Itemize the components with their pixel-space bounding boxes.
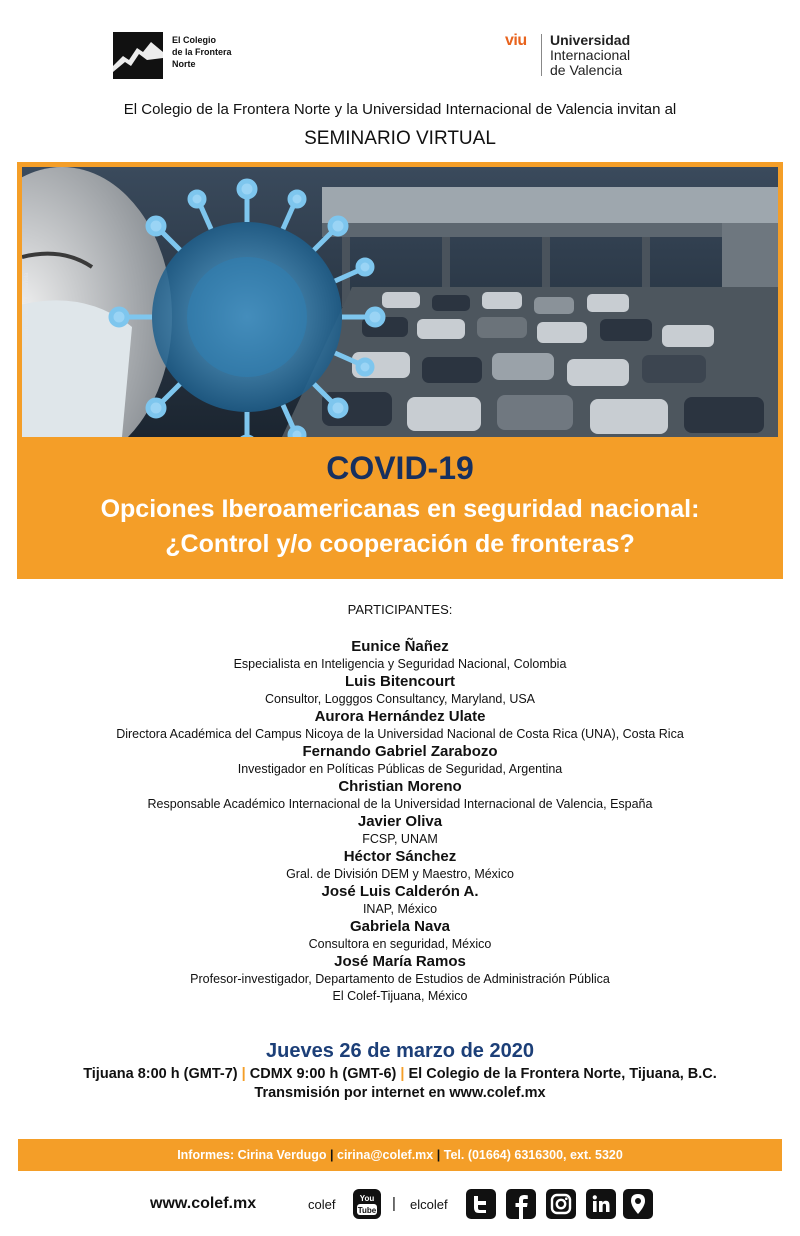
participant — [0, 708, 800, 743]
youtube-icon-text: Tube — [357, 1206, 377, 1215]
contact-email[interactable]: cirina@colef.mx — [337, 1148, 434, 1162]
participant — [0, 883, 800, 918]
participant-name: José Luis Calderón A. — [321, 883, 479, 900]
participant-name: Luis Bitencourt — [344, 673, 455, 690]
participant-name: José María Ramos — [334, 953, 466, 970]
event-date: Jueves 26 de marzo de 2020 — [266, 1040, 534, 1062]
participant — [0, 778, 800, 813]
schedule-separator: | — [241, 1066, 246, 1082]
participant-name: Fernando Gabriel Zarabozo — [302, 743, 498, 760]
contact-phone: Tel. (01664) 6316300, ext. 5320 — [443, 1148, 623, 1162]
colef-logo-text — [172, 34, 232, 70]
participant-role: Responsable Académico Internacional de la Universidad Internacional de Valencia, España — [147, 797, 653, 811]
participants-list — [0, 638, 800, 1005]
participant — [0, 638, 800, 673]
participant-role: Especialista en Inteligencia y Seguridad Nacional, Colombia — [233, 657, 567, 671]
viu-divider — [541, 34, 542, 76]
participant-role: Profesor-investigador, Departamento de Estudios de Administración Pública — [190, 972, 610, 986]
participant — [0, 813, 800, 848]
colef-logo-line: de la Frontera — [172, 47, 232, 57]
invitation-text: El Colegio de la Frontera Norte y la Universidad Internacional de Valencia invitan al — [123, 101, 677, 118]
participant-role: Investigador en Políticas Públicas de Seguridad, Argentina — [237, 762, 563, 776]
participant-role: Gral. de División DEM y Maestro, México — [286, 867, 514, 881]
viu-name-line: Universidad — [550, 32, 631, 48]
footer — [0, 1186, 800, 1226]
tijuana-time: Tijuana 8:00 h (GMT-7) — [83, 1066, 238, 1082]
event-title: COVID-19 — [326, 450, 474, 486]
event-subtitle-line: Opciones Iberoamericanas en seguridad nacional: — [100, 495, 700, 523]
participant-name: Christian Moreno — [338, 778, 462, 795]
participant-role: Directora Académica del Campus Nicoya de la Universidad Nacional de Costa Rica (UNA), Costa Rica — [116, 727, 684, 741]
viu-logo — [505, 32, 655, 82]
social-handle: elcolef — [410, 1197, 448, 1212]
schedule-separator: | — [400, 1066, 405, 1082]
hero-illustration — [22, 167, 778, 437]
participant — [0, 743, 800, 778]
contact-separator: | — [330, 1148, 334, 1162]
website-link[interactable]: www.colef.mx — [150, 1195, 257, 1212]
cdmx-time: CDMX 9:00 h (GMT-6) — [249, 1066, 397, 1082]
event-venue: El Colegio de la Frontera Norte, Tijuana, B.C. — [408, 1066, 717, 1082]
footer-separator: | — [392, 1195, 396, 1212]
image-credit: Imagen del sitio la española — [24, 272, 30, 347]
instagram-icon[interactable] — [546, 1189, 576, 1219]
participant-role: El Colef-Tijuana, México — [332, 989, 468, 1003]
periscope-icon[interactable] — [623, 1189, 653, 1219]
stream-info: Transmisión por internet en www.colef.mx — [254, 1085, 546, 1101]
participant-name: Eunice Ñañez — [351, 638, 449, 655]
participant-name: Héctor Sánchez — [343, 848, 457, 865]
participant — [0, 953, 800, 1005]
participant-role: FCSP, UNAM — [362, 832, 438, 846]
twitter-icon[interactable] — [466, 1189, 496, 1219]
participant — [0, 673, 800, 708]
facebook-icon[interactable] — [506, 1189, 536, 1219]
viu-name — [550, 33, 630, 78]
colef-logo-line: Norte — [172, 59, 196, 69]
participant-role: INAP, México — [362, 902, 438, 916]
participant-role: Consultora en seguridad, México — [308, 937, 492, 951]
event-schedule — [0, 1066, 800, 1082]
linkedin-icon[interactable] — [586, 1189, 616, 1219]
participant-name: Javier Oliva — [357, 813, 443, 830]
colef-logo-mark — [113, 32, 163, 79]
contact-separator: | — [436, 1148, 441, 1162]
participant-role: Consultor, Logggos Consultancy, Maryland, USA — [264, 692, 536, 706]
colef-logo-line: El Colegio — [172, 35, 217, 45]
event-subtitle — [17, 492, 783, 562]
youtube-handle: colef — [308, 1197, 336, 1212]
contact-name: Informes: Cirina Verdugo — [177, 1148, 327, 1162]
viu-name-line: de Valencia — [550, 62, 623, 78]
viu-mark: viu — [505, 32, 527, 49]
participant-name: Gabriela Nava — [349, 918, 451, 935]
youtube-icon-text: You — [359, 1194, 375, 1203]
viu-name-line: Internacional — [550, 47, 631, 63]
participants-heading: PARTICIPANTES: — [347, 602, 453, 617]
hero-image — [22, 167, 778, 437]
colef-logo — [113, 32, 263, 82]
youtube-icon[interactable] — [353, 1189, 381, 1219]
participant — [0, 848, 800, 883]
event-subtitle-line: ¿Control y/o cooperación de fronteras? — [165, 530, 635, 558]
contact-bar — [18, 1139, 782, 1171]
participant — [0, 918, 800, 953]
event-type-heading: SEMINARIO VIRTUAL — [304, 128, 496, 149]
participant-name: Aurora Hernández Ulate — [314, 708, 486, 725]
title-banner — [17, 162, 783, 579]
